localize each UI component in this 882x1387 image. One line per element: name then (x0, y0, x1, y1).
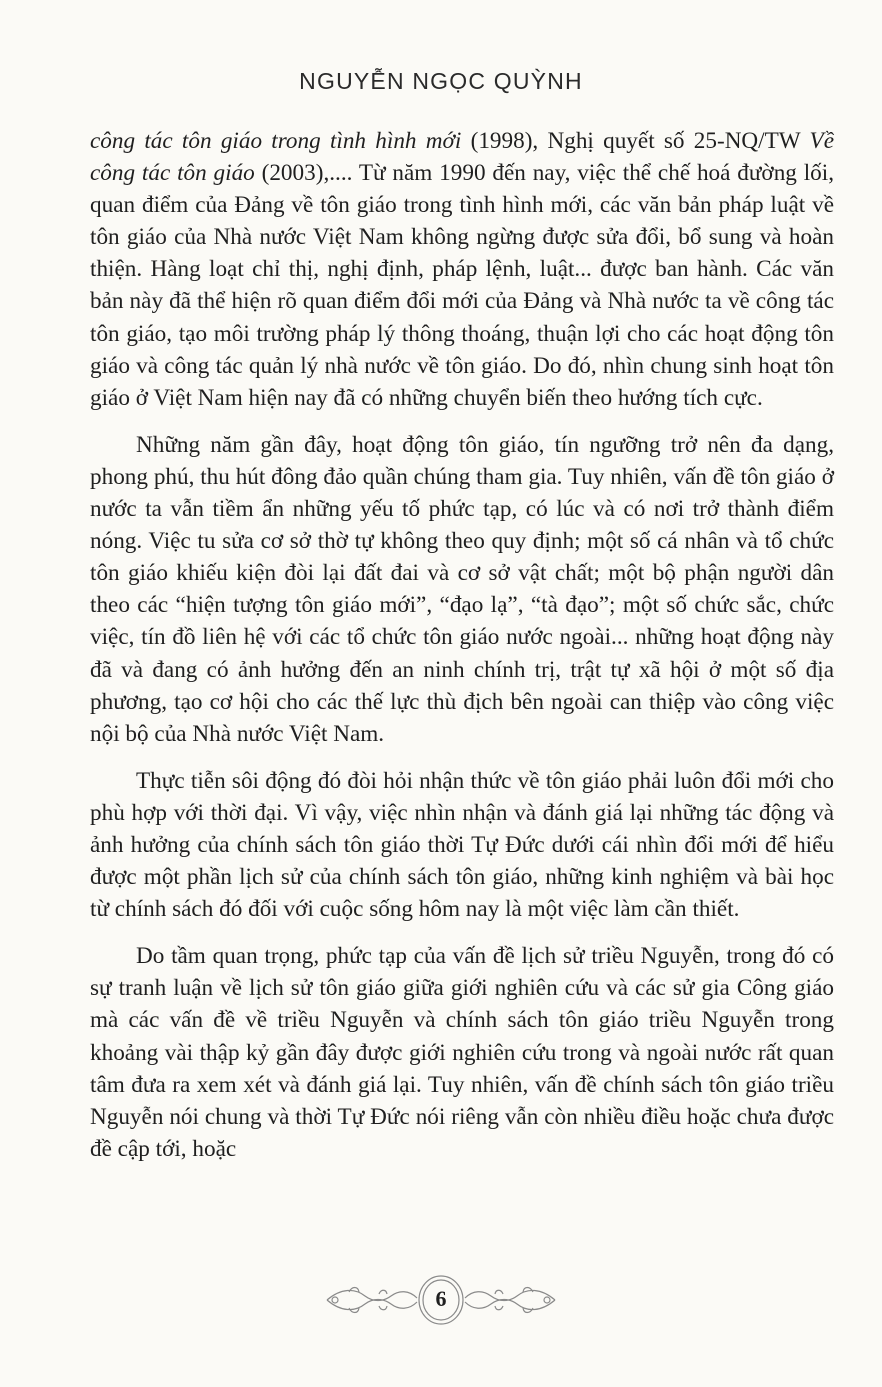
paragraph-4: Do tầm quan trọng, phức tạp của vấn đề lịch sử triều Nguyễn, trong đó có sự tranh luận về lịch sử tôn giáo giữa giới nghiên cứu và các sử gia Công giáo mà các vấn đề về triều Nguyễn và chính sách tôn giáo triều Nguyễn trong khoảng vài thập kỷ gần đây được giới nghiên cứu trong và ngoài nước rất quan tâm đưa ra xem xét và đánh giá lại. Tuy nhiên, vấn đề chính sách tôn giáo triều Nguyễn nói chung và thời Tự Đức nói riêng vẫn còn nhiều điều hoặc chưa được đề cập tới, hoặc (90, 943, 834, 1162)
paragraph-1-text-1: (1998), Nghị quyết số 25-NQ/TW (461, 128, 810, 154)
paragraph-2: Những năm gần đây, hoạt động tôn giáo, tín ngưỡng trở nên đa dạng, phong phú, thu hút đông đảo quần chúng tham gia. Tuy nhiên, vấn đề tôn giáo ở nước ta vẫn tiềm ẩn những yếu tố phức tạp, có lúc và có nơi trở thành điểm nóng. Việc tu sửa cơ sở thờ tự không theo quy định; một số cá nhân và tổ chức tôn giáo khiếu kiện đòi lại đất đai và cơ sở vật chất; một bộ phận người dân theo các “hiện tượng tôn giáo mới”, “đạo lạ”, “tà đạo”; một số chức sắc, chức việc, tín đồ liên hệ với các tổ chức tôn giáo nước ngoài... những hoạt động này đã và đang có ảnh hưởng đến an ninh chính trị, trật tự xã hội ở một số địa phương, tạo cơ hội cho các thế lực thù địch bên ngoài can thiệp vào công việc nội bộ của Nhà nước Việt Nam. (90, 431, 834, 747)
paragraph-1-text-2: (2003),.... Từ năm 1990 đến nay, việc thể chế hoá đường lối, quan điểm của Đảng về tôn giáo trong tình hình mới, các văn bản pháp luật về tôn giáo của Nhà nước Việt Nam không ngừng được sửa đổi, bổ sung và hoàn thiện. Hàng loạt chỉ thị, nghị định, pháp lệnh, luật... được ban hành. Các văn bản này đã thể hiện rõ quan điểm đổi mới của Đảng và Nhà nước ta về công tác tôn giáo, tạo môi trường pháp lý thông thoáng, thuận lợi cho các hoạt động tôn giáo và công tác quản lý nhà nước về tôn giáo. Do đó, nhìn chung sinh hoạt tôn giáo ở Việt Nam hiện nay đã có những chuyển biến theo hướng tích cực. (90, 160, 834, 411)
page-number: 6 (435, 1286, 447, 1311)
italic-title-2: Về công tác tôn giáo (90, 128, 834, 187)
italic-title-1: công tác tôn giáo trong tình hình mới (90, 128, 462, 154)
paragraph-3: Thực tiễn sôi động đó đòi hỏi nhận thức về tôn giáo phải luôn đổi mới cho phù hợp với thời đại. Vì vậy, việc nhìn nhận và đánh giá lại những tác động và ảnh hưởng của chính sách tôn giáo thời Tự Đức dưới cái nhìn đổi mới để hiểu được một phần lịch sử của chính sách tôn giáo, những kinh nghiệm và bài học từ chính sách đó đối với cuộc sống hôm nay là một việc làm cần thiết. (90, 767, 834, 923)
running-head: NGUYỄN NGỌC QUỲNH (299, 68, 583, 94)
body-text (90, 125, 834, 1180)
paragraph-1 (90, 125, 834, 414)
